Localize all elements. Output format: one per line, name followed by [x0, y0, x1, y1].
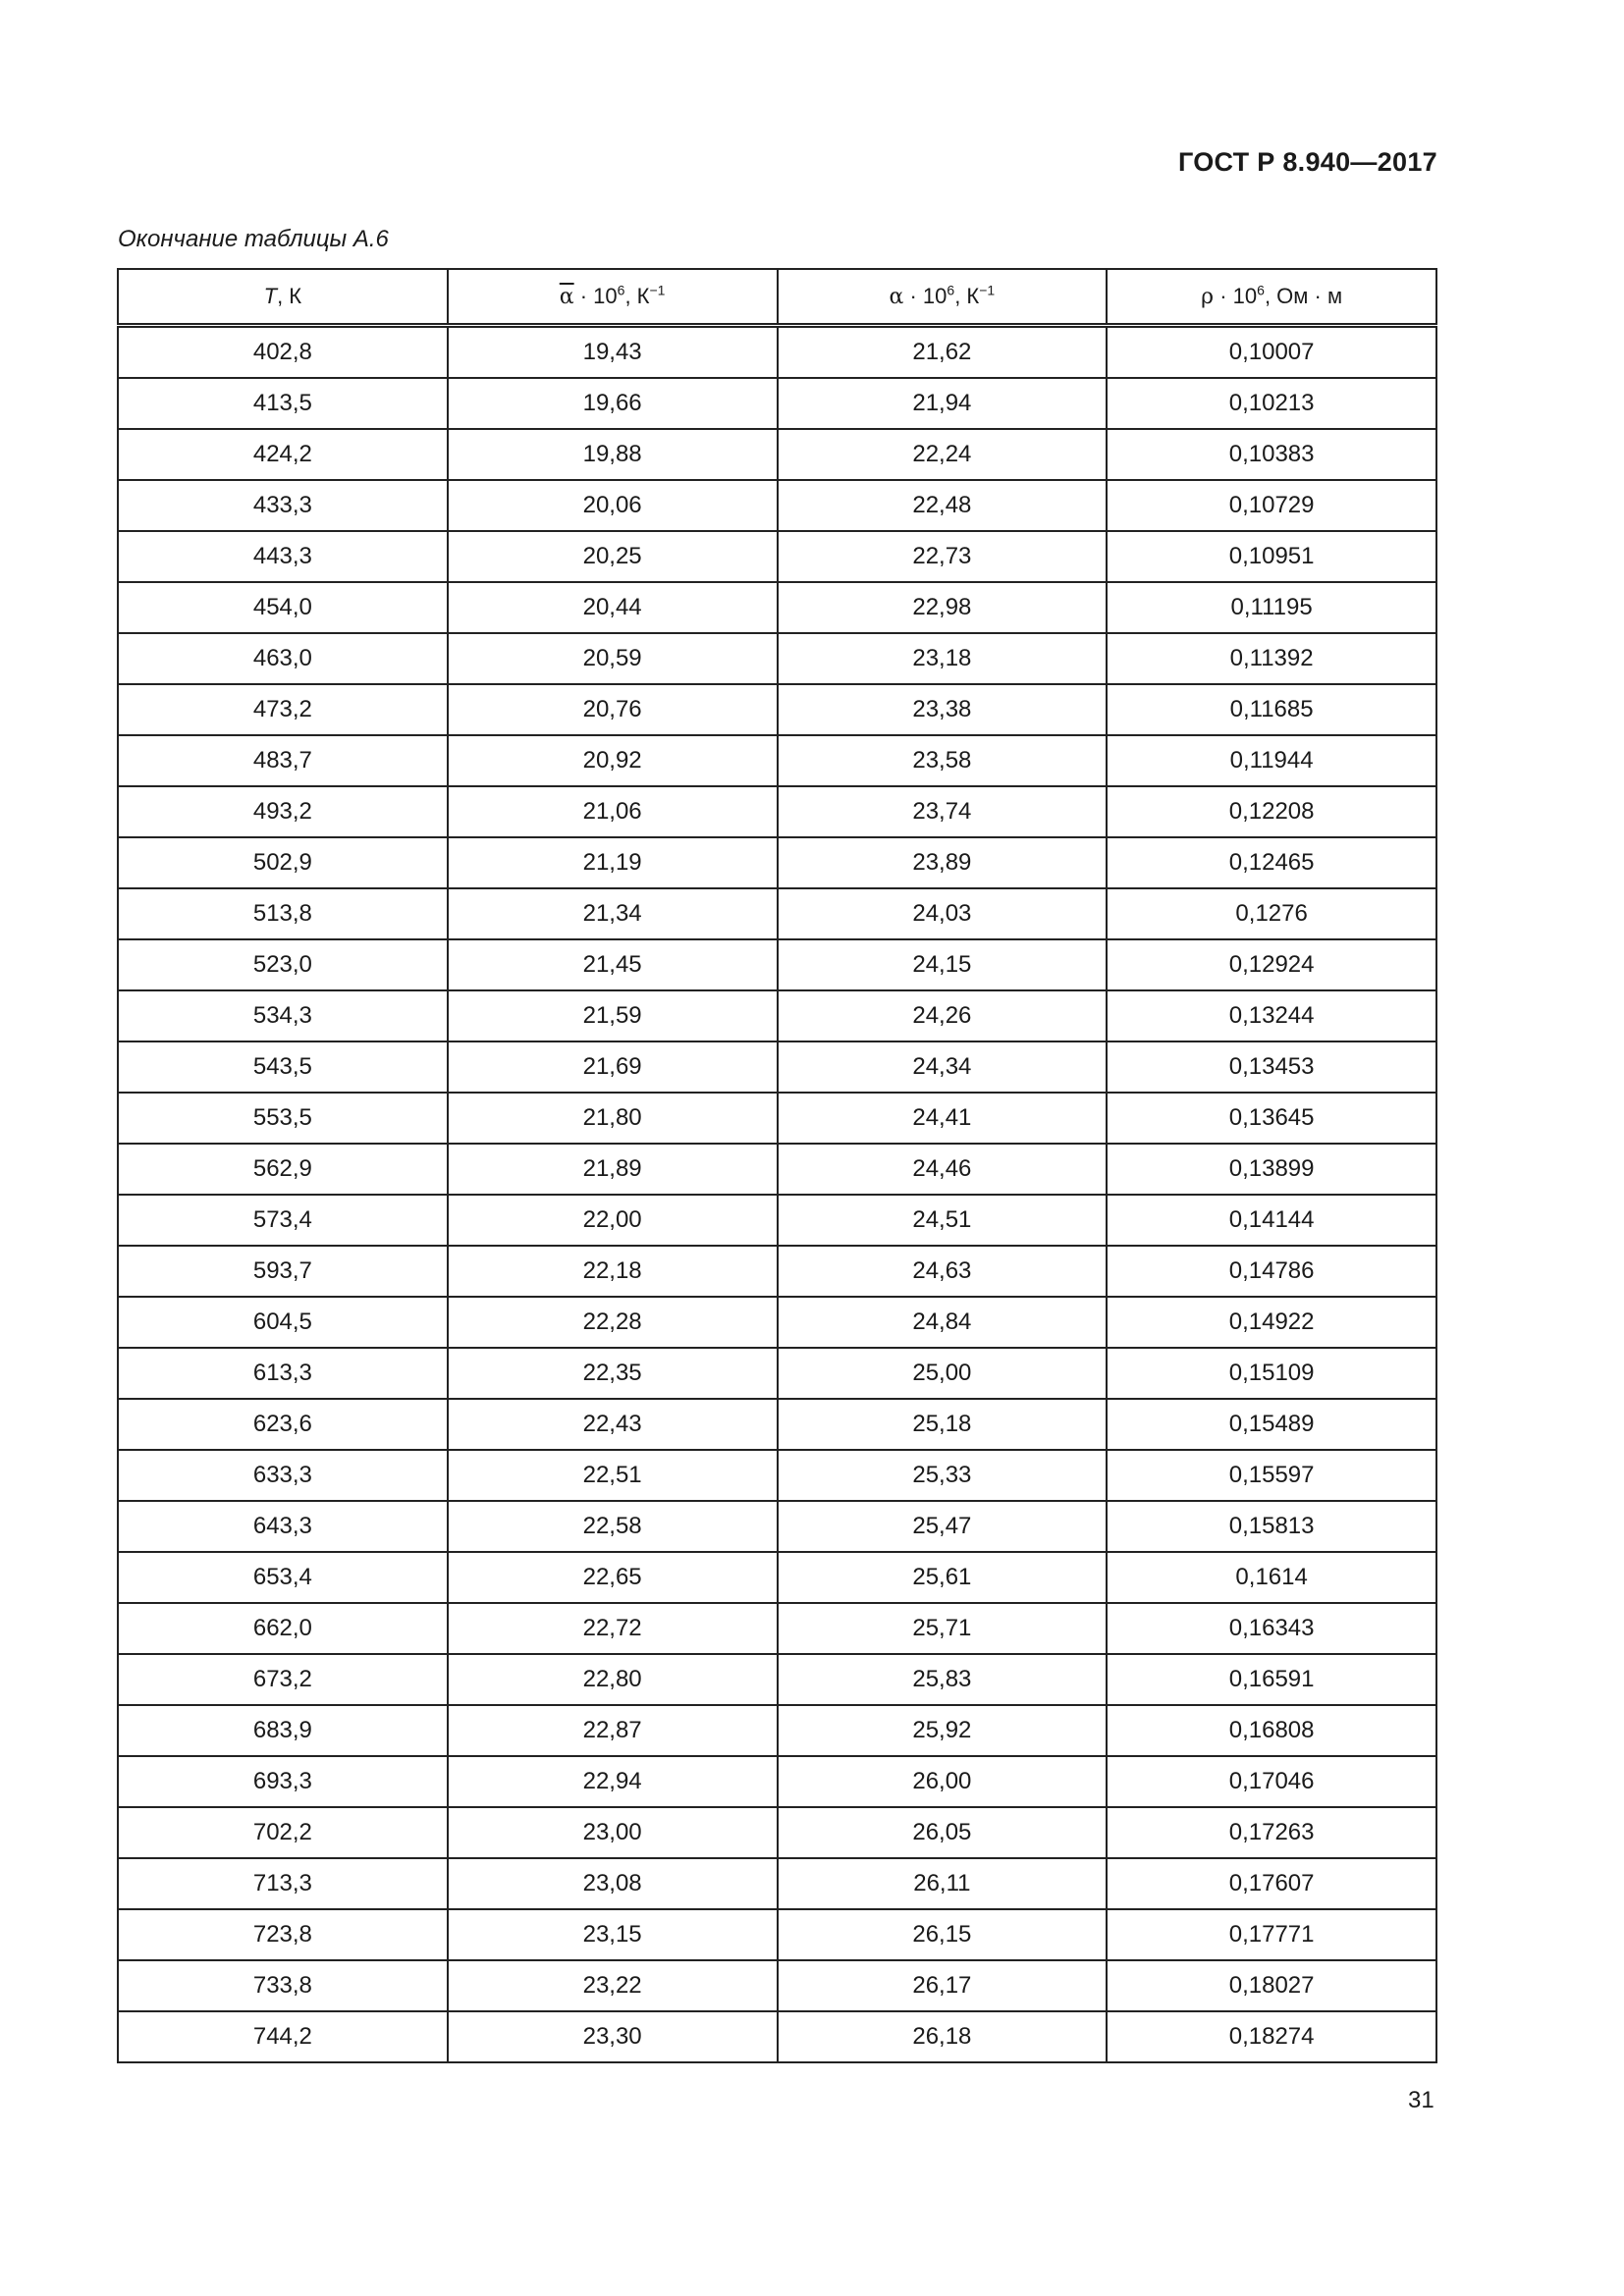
cell-mean-expansion: 20,76: [448, 684, 778, 735]
cell-temperature: 562,9: [118, 1144, 448, 1195]
cell-mean-expansion: 19,66: [448, 378, 778, 429]
cell-resistivity: 0,11944: [1107, 735, 1436, 786]
table-row: [118, 2011, 1436, 2062]
cell-resistivity: 0,1614: [1107, 1552, 1436, 1603]
cell-temperature: 534,3: [118, 990, 448, 1041]
cell-resistivity: 0,13899: [1107, 1144, 1436, 1195]
cell-mean-expansion: 22,58: [448, 1501, 778, 1552]
cell-mean-expansion: 22,51: [448, 1450, 778, 1501]
cell-true-expansion: 24,34: [778, 1041, 1108, 1093]
cell-true-expansion: 23,74: [778, 786, 1108, 837]
table-row: [118, 1909, 1436, 1960]
cell-resistivity: 0,14144: [1107, 1195, 1436, 1246]
cell-mean-expansion: 21,69: [448, 1041, 778, 1093]
cell-resistivity: 0,15109: [1107, 1348, 1436, 1399]
table-row: [118, 633, 1436, 684]
cell-mean-expansion: 22,80: [448, 1654, 778, 1705]
cell-true-expansion: 24,41: [778, 1093, 1108, 1144]
table-row: [118, 1552, 1436, 1603]
cell-mean-expansion: 21,80: [448, 1093, 778, 1144]
header-true-expansion-unit: , К: [954, 284, 980, 308]
cell-temperature: 673,2: [118, 1654, 448, 1705]
cell-resistivity: 0,12924: [1107, 939, 1436, 990]
cell-true-expansion: 24,15: [778, 939, 1108, 990]
cell-mean-expansion: 22,72: [448, 1603, 778, 1654]
cell-true-expansion: 25,47: [778, 1501, 1108, 1552]
cell-true-expansion: 26,11: [778, 1858, 1108, 1909]
cell-temperature: 733,8: [118, 1960, 448, 2011]
cell-true-expansion: 24,51: [778, 1195, 1108, 1246]
table-row: [118, 1348, 1436, 1399]
cell-mean-expansion: 22,43: [448, 1399, 778, 1450]
cell-resistivity: 0,15813: [1107, 1501, 1436, 1552]
cell-true-expansion: 22,48: [778, 480, 1108, 531]
cell-resistivity: 0,11685: [1107, 684, 1436, 735]
cell-true-expansion: 24,84: [778, 1297, 1108, 1348]
cell-true-expansion: 24,26: [778, 990, 1108, 1041]
cell-resistivity: 0,17771: [1107, 1909, 1436, 1960]
table-row: [118, 1297, 1436, 1348]
cell-temperature: 643,3: [118, 1501, 448, 1552]
cell-mean-expansion: 21,59: [448, 990, 778, 1041]
table-row: [118, 1603, 1436, 1654]
cell-temperature: 653,4: [118, 1552, 448, 1603]
cell-mean-expansion: 21,19: [448, 837, 778, 888]
cell-temperature: 573,4: [118, 1195, 448, 1246]
cell-temperature: 454,0: [118, 582, 448, 633]
cell-mean-expansion: 21,89: [448, 1144, 778, 1195]
cell-resistivity: 0,1276: [1107, 888, 1436, 939]
cell-mean-expansion: 21,06: [448, 786, 778, 837]
cell-mean-expansion: 20,92: [448, 735, 778, 786]
table-row: [118, 684, 1436, 735]
cell-temperature: 702,2: [118, 1807, 448, 1858]
cell-mean-expansion: 22,65: [448, 1552, 778, 1603]
header-mean-expansion: [448, 269, 778, 326]
cell-true-expansion: 23,38: [778, 684, 1108, 735]
cell-temperature: 604,5: [118, 1297, 448, 1348]
cell-temperature: 493,2: [118, 786, 448, 837]
cell-resistivity: 0,16343: [1107, 1603, 1436, 1654]
cell-mean-expansion: 19,43: [448, 326, 778, 379]
cell-resistivity: 0,13244: [1107, 990, 1436, 1041]
cell-resistivity: 0,15489: [1107, 1399, 1436, 1450]
header-mean-expansion-unit-exp: −1: [649, 282, 666, 298]
cell-temperature: 723,8: [118, 1909, 448, 1960]
cell-temperature: 744,2: [118, 2011, 448, 2062]
table-row: [118, 1807, 1436, 1858]
cell-resistivity: 0,11195: [1107, 582, 1436, 633]
cell-true-expansion: 25,92: [778, 1705, 1108, 1756]
cell-true-expansion: 21,62: [778, 326, 1108, 379]
cell-temperature: 633,3: [118, 1450, 448, 1501]
table-row: [118, 1093, 1436, 1144]
cell-true-expansion: 25,00: [778, 1348, 1108, 1399]
cell-true-expansion: 25,61: [778, 1552, 1108, 1603]
cell-temperature: 713,3: [118, 1858, 448, 1909]
table-row: [118, 1654, 1436, 1705]
data-table: [117, 268, 1437, 2063]
table-row: [118, 582, 1436, 633]
cell-true-expansion: 24,63: [778, 1246, 1108, 1297]
table-row: [118, 1501, 1436, 1552]
cell-true-expansion: 23,89: [778, 837, 1108, 888]
cell-true-expansion: 21,94: [778, 378, 1108, 429]
cell-temperature: 683,9: [118, 1705, 448, 1756]
cell-true-expansion: 25,71: [778, 1603, 1108, 1654]
cell-resistivity: 0,16808: [1107, 1705, 1436, 1756]
table-row: [118, 1246, 1436, 1297]
cell-resistivity: 0,12465: [1107, 837, 1436, 888]
cell-mean-expansion: 22,87: [448, 1705, 778, 1756]
document-code: ГОСТ Р 8.940—2017: [1177, 147, 1437, 177]
cell-true-expansion: 23,58: [778, 735, 1108, 786]
cell-temperature: 623,6: [118, 1399, 448, 1450]
table-row: [118, 786, 1436, 837]
cell-true-expansion: 25,18: [778, 1399, 1108, 1450]
cell-resistivity: 0,17607: [1107, 1858, 1436, 1909]
cell-resistivity: 0,17046: [1107, 1756, 1436, 1807]
cell-mean-expansion: 22,00: [448, 1195, 778, 1246]
cell-temperature: 502,9: [118, 837, 448, 888]
cell-resistivity: 0,11392: [1107, 633, 1436, 684]
cell-temperature: 433,3: [118, 480, 448, 531]
cell-temperature: 463,0: [118, 633, 448, 684]
cell-temperature: 543,5: [118, 1041, 448, 1093]
table-row: [118, 1144, 1436, 1195]
cell-resistivity: 0,10729: [1107, 480, 1436, 531]
cell-temperature: 523,0: [118, 939, 448, 990]
cell-mean-expansion: 23,22: [448, 1960, 778, 2011]
cell-temperature: 402,8: [118, 326, 448, 379]
cell-temperature: 443,3: [118, 531, 448, 582]
cell-true-expansion: 22,98: [778, 582, 1108, 633]
cell-mean-expansion: 20,06: [448, 480, 778, 531]
header-true-expansion-symbol: α: [889, 285, 904, 309]
table-header-row: [118, 269, 1436, 326]
cell-temperature: 473,2: [118, 684, 448, 735]
header-mean-expansion-unit: , К: [624, 284, 650, 308]
header-true-expansion-factor: · 10: [903, 284, 947, 308]
cell-resistivity: 0,14922: [1107, 1297, 1436, 1348]
table-row: [118, 1450, 1436, 1501]
cell-mean-expansion: 22,28: [448, 1297, 778, 1348]
cell-resistivity: 0,10007: [1107, 326, 1436, 379]
table-row: [118, 531, 1436, 582]
cell-resistivity: 0,18274: [1107, 2011, 1436, 2062]
page-number: 31: [1408, 2087, 1435, 2113]
cell-mean-expansion: 21,45: [448, 939, 778, 990]
header-mean-expansion-exp: 6: [617, 282, 625, 298]
cell-true-expansion: 26,15: [778, 1909, 1108, 1960]
header-mean-expansion-symbol: $\overline{\alpha}$: [559, 285, 574, 309]
cell-resistivity: 0,13645: [1107, 1093, 1436, 1144]
cell-true-expansion: 26,00: [778, 1756, 1108, 1807]
cell-temperature: 553,5: [118, 1093, 448, 1144]
cell-temperature: 513,8: [118, 888, 448, 939]
cell-true-expansion: 26,17: [778, 1960, 1108, 2011]
cell-temperature: 483,7: [118, 735, 448, 786]
cell-mean-expansion: 22,94: [448, 1756, 778, 1807]
header-resistivity-factor: · 10: [1214, 284, 1258, 308]
cell-true-expansion: 22,73: [778, 531, 1108, 582]
cell-resistivity: 0,16591: [1107, 1654, 1436, 1705]
cell-temperature: 593,7: [118, 1246, 448, 1297]
header-resistivity-symbol: ρ: [1201, 285, 1215, 309]
cell-temperature: 613,3: [118, 1348, 448, 1399]
table-row: [118, 429, 1436, 480]
cell-mean-expansion: 23,08: [448, 1858, 778, 1909]
table-row: [118, 939, 1436, 990]
table-row: [118, 1041, 1436, 1093]
cell-mean-expansion: 22,35: [448, 1348, 778, 1399]
header-mean-expansion-factor: · 10: [573, 284, 618, 308]
cell-mean-expansion: 19,88: [448, 429, 778, 480]
header-true-expansion-exp: 6: [947, 282, 955, 298]
table-row: [118, 1960, 1436, 2011]
cell-true-expansion: 23,18: [778, 633, 1108, 684]
cell-mean-expansion: 22,18: [448, 1246, 778, 1297]
cell-temperature: 662,0: [118, 1603, 448, 1654]
header-true-expansion-unit-exp: −1: [979, 282, 996, 298]
cell-resistivity: 0,10213: [1107, 378, 1436, 429]
table-row: [118, 326, 1436, 379]
table-row: [118, 888, 1436, 939]
table-row: [118, 1195, 1436, 1246]
cell-mean-expansion: 20,59: [448, 633, 778, 684]
cell-resistivity: 0,12208: [1107, 786, 1436, 837]
table-caption: Окончание таблицы А.6: [118, 226, 389, 252]
table-row: [118, 990, 1436, 1041]
cell-true-expansion: 24,46: [778, 1144, 1108, 1195]
cell-true-expansion: 25,83: [778, 1654, 1108, 1705]
cell-mean-expansion: 23,00: [448, 1807, 778, 1858]
header-temperature-unit: , К: [277, 284, 302, 308]
table-row: [118, 480, 1436, 531]
header-resistivity: [1107, 269, 1436, 326]
cell-true-expansion: 26,05: [778, 1807, 1108, 1858]
cell-temperature: 413,5: [118, 378, 448, 429]
table-row: [118, 1705, 1436, 1756]
cell-resistivity: 0,15597: [1107, 1450, 1436, 1501]
table-row: [118, 378, 1436, 429]
cell-mean-expansion: 21,34: [448, 888, 778, 939]
cell-true-expansion: 26,18: [778, 2011, 1108, 2062]
cell-resistivity: 0,14786: [1107, 1246, 1436, 1297]
header-resistivity-unit: , Ом · м: [1264, 284, 1343, 308]
cell-temperature: 693,3: [118, 1756, 448, 1807]
cell-resistivity: 0,13453: [1107, 1041, 1436, 1093]
cell-temperature: 424,2: [118, 429, 448, 480]
header-temperature-symbol: T: [263, 284, 278, 308]
table-row: [118, 1756, 1436, 1807]
table-row: [118, 837, 1436, 888]
table-row: [118, 735, 1436, 786]
cell-mean-expansion: 20,44: [448, 582, 778, 633]
cell-mean-expansion: 23,30: [448, 2011, 778, 2062]
cell-resistivity: 0,17263: [1107, 1807, 1436, 1858]
cell-true-expansion: 22,24: [778, 429, 1108, 480]
cell-resistivity: 0,18027: [1107, 1960, 1436, 2011]
header-temperature: [118, 269, 448, 326]
cell-resistivity: 0,10383: [1107, 429, 1436, 480]
cell-mean-expansion: 20,25: [448, 531, 778, 582]
cell-mean-expansion: 23,15: [448, 1909, 778, 1960]
cell-true-expansion: 24,03: [778, 888, 1108, 939]
cell-true-expansion: 25,33: [778, 1450, 1108, 1501]
header-resistivity-exp: 6: [1257, 282, 1265, 298]
header-true-expansion: [778, 269, 1108, 326]
table-row: [118, 1399, 1436, 1450]
table-body: [118, 326, 1436, 2063]
table-row: [118, 1858, 1436, 1909]
cell-resistivity: 0,10951: [1107, 531, 1436, 582]
